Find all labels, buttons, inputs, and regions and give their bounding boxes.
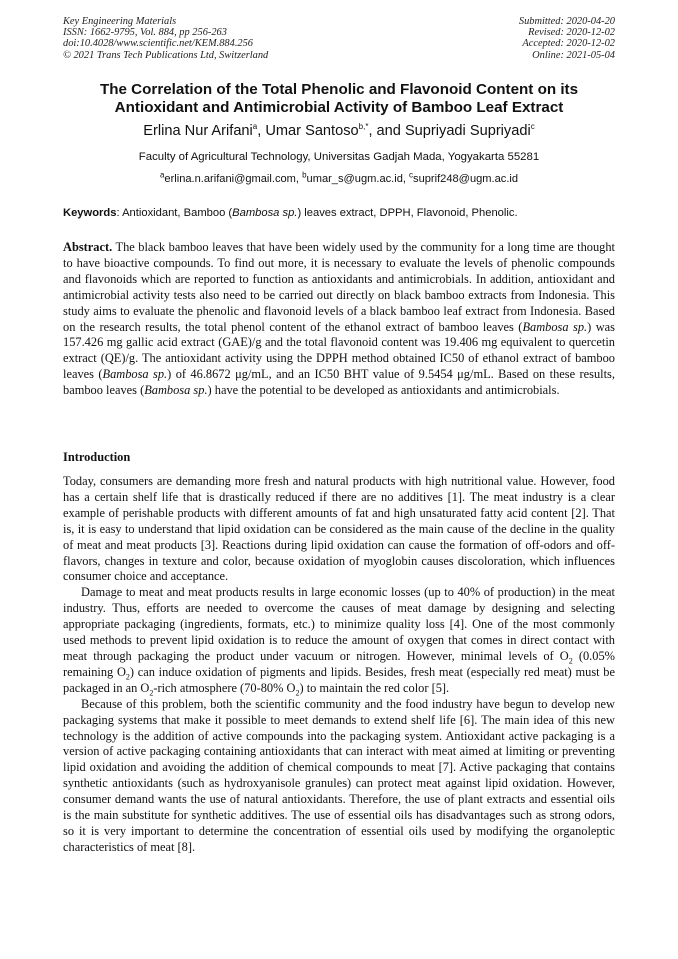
- o2-subscript: 2: [125, 672, 130, 682]
- email-c[interactable]: suprif248@ugm.ac.id: [413, 173, 519, 185]
- intro-p2-text-a: Damage to meat and meat products results in large economic losses (up to 40% of production) in the meat industry. Thus, efforts are needed to overcome the causes of meat damage by designing and selecting appropriate packaging (ingredients, formats, etc.) to minimize quality loss [4]. One of the most commonly used methods to prevent lipid oxidation is to reduce the amount of oxygen that comes in direct contact with meat through packaging the product under vacuum or nitrogen. However, minimal levels of O: [63, 585, 615, 663]
- author-2: Umar Santoso: [265, 123, 359, 139]
- abstract-text-4: ) have the potential to be developed as antioxidants and antimicrobials.: [207, 383, 560, 398]
- email-a-mark: a: [159, 170, 165, 180]
- author-1-affil: a: [252, 122, 258, 132]
- intro-p2-text-c: ) can induce oxidation of pigments and lipids. Besides, fresh meat (especially red meat) must be packaged in an O: [63, 664, 616, 695]
- author-sep-2: , and: [368, 123, 405, 139]
- author-sep-1: ,: [257, 123, 266, 139]
- email-a[interactable]: erlina.n.arifani@gmail.com,: [164, 173, 303, 185]
- paper-title: [40, 81, 638, 117]
- issn-line: ISSN: 1662-9795, Vol. 884, pp 256-263: [63, 27, 227, 39]
- abstract-text-2: ) was 157.426 mg gallic acid extract (GAE)/g and the total flavonoid content was 19.406 mg equivalent to quercetin extract (QE)/g. The antioxidant activity using the DPPH method obtained IC50 of ethanol extract of bamboo leaves (: [63, 319, 615, 382]
- accepted-date: Accepted: 2020-12-02: [522, 38, 615, 50]
- o2-subscript: 2: [149, 688, 154, 698]
- journal-info: [63, 16, 268, 61]
- abstract: [63, 240, 615, 399]
- abstract-species-1: Bambosa sp.: [522, 319, 588, 334]
- keywords: [63, 206, 615, 220]
- submitted-date: Submitted: 2020-04-20: [518, 16, 615, 27]
- intro-p2-text-b: (0.05% remaining O: [63, 648, 615, 679]
- title-line-2: Antioxidant and Antimicrobial Activity of Bamboo Leaf Extract: [114, 99, 564, 116]
- keywords-text-1: : Antioxidant, Bamboo (: [116, 207, 233, 219]
- author-emails: [40, 172, 638, 186]
- intro-p2-text-d: -rich atmosphere (70-80% O: [153, 680, 296, 695]
- intro-p2-text-e: ) to maintain the red color [5].: [299, 680, 450, 695]
- email-b[interactable]: umar_s@ugm.ac.id,: [306, 173, 410, 185]
- intro-paragraph-1: Today, consumers are demanding more fresh and natural products with high nutritional value. However, food has a certain shelf life that is drastically reduced if there are no additives [1]. The meat industry is a clear example of perishable products with different amounts of fat and high unsaturated fatty acid content [2]. That is, it is easy to understand that lipid oxidation can be considered as the main cause of the decline in the quality of meat and meat products [3]. Reactions during lipid oxidation can cause the formation of off-odors and off-flavors, changes in texture and color, because oxidation of myoglobin causes discoloration, which influences consumer choice and acceptance.: [63, 474, 615, 584]
- o2-subscript: 2: [568, 656, 573, 666]
- introduction-heading: Introduction: [63, 450, 131, 464]
- keywords-label: Keywords: [63, 207, 117, 219]
- affiliation: Faculty of Agricultural Technology, Universitas Gadjah Mada, Yogyakarta 55281: [138, 151, 540, 163]
- abstract-species-3: Bambosa sp.: [144, 383, 208, 398]
- publication-dates: [519, 16, 615, 61]
- author-1: Erlina Nur Arifani: [143, 123, 253, 139]
- introduction-body: [63, 474, 615, 856]
- email-b-mark: b: [302, 170, 307, 180]
- intro-paragraph-2: [63, 585, 615, 696]
- keywords-text-2: ) leaves extract, DPPH, Flavonoid, Phenolic.: [297, 207, 518, 219]
- keywords-species: Bambosa sp.: [232, 207, 298, 219]
- author-3-affil: c: [530, 122, 535, 132]
- abstract-text-1: The black bamboo leaves that have been widely used by the community for a long time are thought to have bioactive compounds. To find out more, it is necessary to evaluate the levels of phenolic compounds and flavonoids which are reported to function as antioxidants and antimicrobials. In addition, antioxidant and antimicrobial activity tests also need to be carried out directly on black bamboo extracts from Indonesia. This study aims to evaluate the phenolic and flavonoid levels of a black bamboo leaf extract from Indonesia. Based on the research results, the total phenol content of the ethanol extract of bamboo leaves (: [63, 240, 615, 334]
- abstract-species-2: Bambosa sp.: [102, 367, 168, 382]
- author-list: [40, 122, 638, 140]
- intro-paragraph-3: Because of this problem, both the scientific community and the food industry have begun to develop new packaging systems that make it possible to meet demands to extend shelf life [6]. The main idea of this new technology is the addition of active compounds into the packaging system. Antioxidant active packaging is a version of active packaging containing antioxidants that can interact with meat aimed at limiting or preventing lipid oxidation and avoiding the addition of chemical compounds to meat [7]. Active packaging that contains synthetic antioxidants (such as hydroxyanisole granules) can protect meat against lipid oxidation. However, consumer demand wants the use of natural antioxidants. Therefore, the use of plant extracts and essential oils is the main substitute for synthetic additives. The use of essential oils has disadvantages such as strong odors, so it is very important to determine the concentration of essential oils used by modifying the organoleptic characteristics of meat [8].: [63, 696, 615, 854]
- revised-date: Revised: 2020-12-02: [528, 27, 615, 39]
- copyright-line: © 2021 Trans Tech Publications Ltd, Switzerland: [63, 49, 269, 61]
- email-c-mark: c: [409, 170, 414, 180]
- author-2-affil: b,*: [358, 122, 369, 132]
- abstract-label: Abstract.: [63, 240, 113, 254]
- doi-line[interactable]: doi:10.4028/www.scientific.net/KEM.884.256: [63, 38, 253, 50]
- title-line-1: The Correlation of the Total Phenolic and Flavonoid Content on its: [99, 81, 579, 98]
- online-date: Online: 2021-05-04: [532, 49, 615, 61]
- journal-name: Key Engineering Materials: [63, 16, 177, 27]
- abstract-text-3: ) of 46.8672 μg/mL, and an IC50 BHT value of 9.5454 μg/mL. Based on these results, bamboo leaves (: [63, 367, 615, 398]
- o2-subscript: 2: [295, 688, 300, 698]
- author-3: Supriyadi Supriyadi: [404, 123, 531, 139]
